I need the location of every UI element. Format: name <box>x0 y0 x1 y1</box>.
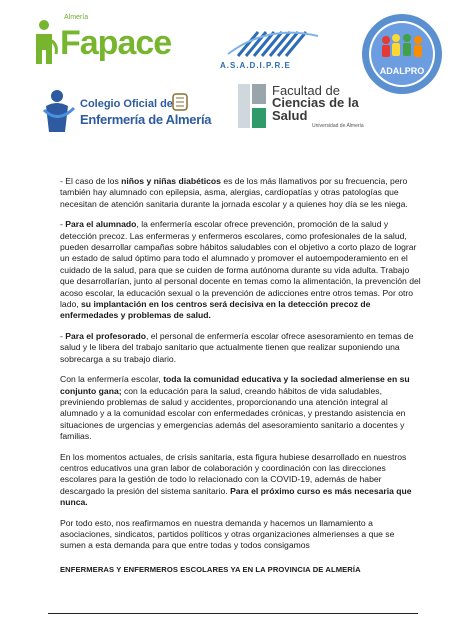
fapace-wordmark: Fapace <box>60 24 172 62</box>
p4-text-a: Con la enfermería escolar, <box>60 374 164 385</box>
adalpro-label: ADALPRO <box>379 66 425 76</box>
asadipre-logo <box>218 28 324 72</box>
p4-bold: toda la comunidad educativa y la sociedad almeriense en su conjunto gana; <box>60 374 410 396</box>
p1-text-c: es de los más llamativos por su frecuencia, pero también hay alumnado con epilepsia, asma, alergias, cardiopatías y otras patologías que necesitan de atención sanitaria durante la jornada escolar y a quienes hoy día se les niega. <box>60 176 408 209</box>
paragraph-alumnado <box>60 219 422 322</box>
fapace-logo <box>34 14 184 76</box>
paragraph-llamamiento <box>60 518 422 552</box>
p2-bold-d: su implantación en los centros será decisiva en la detección precoz de enfermedades y problemas de salud. <box>60 299 371 321</box>
colegio-crest-icon <box>172 92 188 112</box>
fapace-person-icon <box>34 18 60 68</box>
asadipre-stripes-icon <box>218 28 324 60</box>
facultad-ciencias-logo <box>236 82 376 134</box>
colegio-enfermeria-logo <box>40 88 212 134</box>
asadipre-label: A.S.A.D.I.P.R.E <box>220 61 291 70</box>
p6-text-a: Por todo esto, nos reafirmamos en nuestra demanda y hacemos un llamamiento a asociaciones, sindicatos, partidos políticos y otras organizaciones almerienses a que se sumen a esta demanda para que entre todas y todos consigamos <box>60 517 395 551</box>
paragraph-diabeticos <box>60 176 422 210</box>
p5-bold: Para el próximo curso es más necesaria que nunca. <box>60 485 412 508</box>
p3-text-c: , el personal de enfermería escolar ofrece asesoramiento en temas de salud y le libera del trabajo sanitario que actualmente tienen que realizar suponiendo una sobrecarga a su trabajo diario. <box>60 330 414 364</box>
paragraph-comunidad <box>60 374 422 442</box>
facultad-line3: Salud <box>272 108 308 123</box>
p4-text-c: con la educación para la salud, creando hábitos de vida saludables, previniendo problemas de salud y accidentes, proporcionando una atención integral al alumnado y a la comunidad escolar con enfermedades crónicas, y prestando asistencia en situaciones de urgencias y emergencias además del asesoramiento sanitario a docentes y familias. <box>60 385 406 442</box>
colegio-emblem-icon <box>40 88 78 134</box>
facultad-emblem-icon <box>236 82 268 130</box>
facultad-line4: Universidad de Almería <box>312 123 364 129</box>
facultad-line1: Facultad de <box>272 83 340 98</box>
colegio-line1: Colegio Oficial de <box>80 98 173 110</box>
paragraph-covid <box>60 452 422 509</box>
p3-bold: Para el profesorado <box>65 330 146 341</box>
p2-bold-b: Para el alumnado <box>65 219 137 230</box>
paragraph-profesorado <box>60 331 422 365</box>
p5-text-a: En los momentos actuales, de crisis sanitaria, esta figura hubiese desarrollado en nuestros centros educativos una gran labor de colaboración y coordinación con las direcciones escolares para la gestión de todo lo relacionado con la COVID-19, además de haber descargado la presión del sistema sanitario. <box>60 451 407 496</box>
document-body <box>60 176 422 584</box>
fapace-small-label: Almería <box>64 14 89 21</box>
p1-bold: niños y niñas diabéticos <box>121 176 221 186</box>
p2-text-c: , la enfermería escolar ofrece prevención, promoción de la salud y detección precoz. Las enfermeras y enfermeros escolares, como profesionales de la salud, pueden desarrollar campañas sobre hábitos saludables con el objetivo a corto plazo de lograr un estado de salud óptimo para todo el alumnado y promover el autoempoderamiento en el cuidado de la salud, para que se cuiden de forma autónoma durante su vida adulta. Trabajo que desarrollarían, junto al personal docente en temas como la alimentación, la prevención del acoso escolar, la educación sexual o la prevención de adicciones entre otros temas. Por otro lado, <box>60 219 421 310</box>
footer-divider <box>48 613 418 614</box>
p1-text-a: - El caso de los <box>60 176 122 186</box>
facultad-line2: Ciencias de la <box>272 95 359 110</box>
p3-text-a: - <box>60 330 66 341</box>
colegio-line2: Enfermería de Almería <box>80 112 212 127</box>
p2-text-a: - <box>60 219 66 230</box>
closing-statement: ENFERMERAS Y ENFERMEROS ESCOLARES YA EN LA PROVINCIA DE ALMERÍA <box>60 564 361 574</box>
